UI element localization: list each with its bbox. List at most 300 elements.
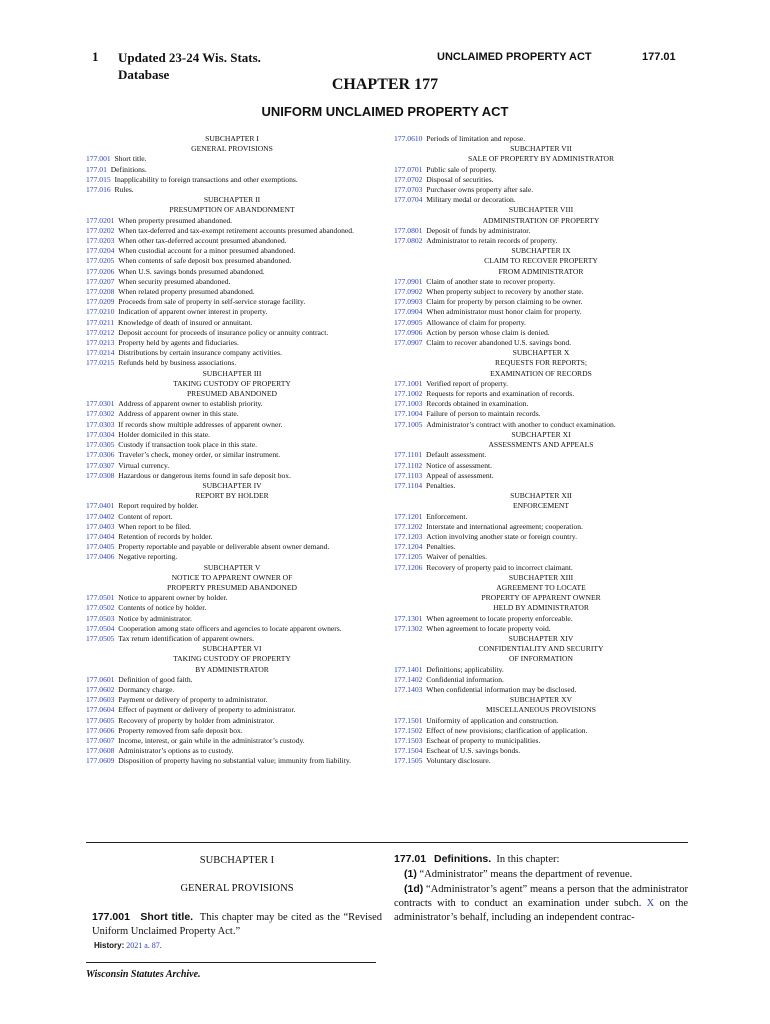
toc-entry[interactable]	[394, 716, 688, 726]
toc-subchapter-heading: SUBCHAPTER IX	[511, 246, 571, 256]
toc-entry[interactable]	[394, 552, 688, 562]
toc-section-link[interactable]: 177.1103	[394, 470, 423, 480]
toc-section-title: Tax return identification of apparent owners.	[118, 633, 254, 643]
toc-section-link[interactable]: 177.0215	[86, 358, 115, 368]
toc-section-link[interactable]: 177.0302	[86, 409, 115, 419]
toc-entry[interactable]	[394, 512, 688, 522]
toc-section-link[interactable]: 177.0403	[86, 521, 115, 531]
toc-entry[interactable]	[86, 461, 378, 471]
toc-section-title: Action involving another state or foreign country.	[426, 531, 577, 541]
toc-entry[interactable]	[86, 685, 378, 695]
toc-section-title: Public sale of property.	[426, 164, 497, 174]
toc-section-title: Indication of apparent owner interest in property.	[118, 307, 268, 317]
toc-section-link[interactable]: 177.0208	[86, 287, 115, 297]
toc-section-link[interactable]: 177.0306	[86, 450, 115, 460]
toc-entry[interactable]	[86, 267, 378, 277]
toc-section-title: Definition of good faith.	[118, 674, 193, 684]
toc-entry[interactable]	[86, 471, 378, 481]
toc-section-link[interactable]: 177.0305	[86, 440, 115, 450]
toc-entry[interactable]	[86, 185, 378, 195]
toc-section-link[interactable]: 177.0903	[394, 297, 423, 307]
toc-section-title: When tax-deferred and tax-exempt retirement accounts presumed abandoned.	[118, 225, 355, 235]
toc-subchapter-heading: OF INFORMATION	[509, 654, 573, 664]
toc-subchapter-heading: SUBCHAPTER X	[512, 348, 570, 358]
toc-section-link[interactable]: 177.0213	[86, 338, 115, 348]
toc-section-title: Effect of payment or delivery of property to administrator.	[118, 705, 296, 715]
toc-entry[interactable]	[394, 624, 688, 634]
subchapter-link[interactable]: X	[646, 898, 655, 909]
toc-section-link[interactable]: 177.0308	[86, 470, 115, 480]
toc-subchapter-heading: BY ADMINISTRATOR	[195, 664, 269, 674]
toc-section-title: Purchaser owns property after sale.	[426, 185, 534, 195]
toc-section-link[interactable]: 177.1101	[394, 450, 423, 460]
toc-section-title: Property reportable and payable or deliverable absent owner demand.	[118, 542, 330, 552]
toc-section-title: Failure of person to maintain records.	[426, 409, 541, 419]
toc-subchapter-heading: CONFIDENTIALITY AND SECURITY	[478, 644, 604, 654]
toc-section-link[interactable]: 177.1301	[394, 613, 423, 623]
toc-section-link[interactable]: 177.0701	[394, 164, 423, 174]
toc-entry[interactable]	[86, 501, 378, 511]
toc-section-link[interactable]: 177.1504	[394, 746, 423, 756]
toc-subchapter-heading: SUBCHAPTER VI	[202, 644, 262, 654]
toc-entry[interactable]	[86, 726, 378, 736]
toc-entry[interactable]	[394, 461, 688, 471]
toc-section-link[interactable]: 177.1403	[394, 684, 423, 694]
toc-entry[interactable]	[86, 603, 378, 613]
toc-section-title: Retention of records by holder.	[118, 531, 213, 541]
toc-section-title: Contents of notice by holder.	[118, 603, 207, 613]
toc-section-title: Short title.	[114, 154, 147, 164]
toc-section-title: Claim of another state to recover property.	[426, 276, 556, 286]
toc-entry[interactable]	[394, 685, 688, 695]
section-177-001	[92, 910, 382, 939]
toc-entry[interactable]	[86, 552, 378, 562]
toc-section-link[interactable]: 177.0504	[86, 623, 115, 633]
toc-entry[interactable]	[86, 522, 378, 532]
toc-subchapter-heading: SUBCHAPTER I	[205, 134, 259, 143]
toc-section-title: Uniformity of application and construction.	[426, 715, 559, 725]
toc-section-title: Action by person whose claim is denied.	[426, 327, 550, 337]
toc-section-link[interactable]: 177.0406	[86, 552, 115, 562]
toc-entry[interactable]	[86, 348, 378, 358]
toc-section-link[interactable]: 177.015	[86, 174, 111, 184]
toc-section-title: Confidential information.	[426, 674, 504, 684]
toc-entry[interactable]	[86, 399, 378, 409]
toc-subchapter-heading: SUBCHAPTER VIII	[508, 205, 574, 215]
toc-section-title: Rules.	[114, 185, 134, 195]
toc-entry[interactable]	[86, 328, 378, 338]
toc-section-title: When property presumed abandoned.	[118, 215, 233, 225]
toc-section-title: Dormancy charge.	[118, 684, 175, 694]
toc-entry[interactable]	[394, 277, 688, 287]
body-right-column	[394, 852, 688, 925]
toc-entry[interactable]	[86, 277, 378, 287]
toc-section-title: Penalties.	[426, 542, 456, 552]
toc-entry[interactable]	[86, 165, 378, 175]
toc-section-link[interactable]: 177.0906	[394, 327, 423, 337]
toc-section-link[interactable]: 177.1505	[394, 756, 423, 766]
toc-section-title: If records show multiple addresses of apparent owner.	[118, 419, 283, 429]
toc-entry[interactable]	[86, 175, 378, 185]
toc-section-link[interactable]: 177.0907	[394, 338, 423, 348]
toc-section-link[interactable]: 177.0214	[86, 348, 115, 358]
toc-entry[interactable]	[394, 338, 688, 348]
toc-section-title: Definitions; applicability.	[426, 664, 504, 674]
toc-section-link[interactable]: 177.0301	[86, 399, 115, 409]
toc-entry[interactable]	[86, 512, 378, 522]
toc-section-title: Property held by agents and fiduciaries.	[118, 338, 239, 348]
toc-section-title: Claim to recover abandoned U.S. savings bond.	[426, 338, 572, 348]
toc-section-title: Negative reporting.	[118, 552, 178, 562]
toc-section-link[interactable]: 177.0704	[394, 195, 423, 205]
toc-section-link[interactable]: 177.1302	[394, 623, 423, 633]
toc-section-title: Refunds held by business associations.	[118, 358, 237, 368]
toc-entry[interactable]	[394, 389, 688, 399]
toc-entry[interactable]	[86, 256, 378, 266]
toc-subchapter-heading: EXAMINATION OF RECORDS	[490, 368, 592, 378]
toc-entry[interactable]	[86, 705, 378, 715]
database-line-1: Updated 23-24 Wis. Stats.	[118, 50, 261, 65]
toc-subchapter-heading: TAKING CUSTODY OF PROPERTY	[173, 654, 291, 664]
toc-subchapter-heading: SUBCHAPTER XIV	[508, 633, 574, 643]
chapter-title: UNIFORM UNCLAIMED PROPERTY ACT	[261, 104, 509, 119]
toc-section-title: When related property presumed abandoned.	[118, 287, 255, 297]
toc-section-link[interactable]: 177.0904	[394, 307, 423, 317]
toc-section-title: Inapplicability to foreign transactions and other exemptions.	[114, 174, 298, 184]
toc-section-title: Disposal of securities.	[426, 174, 494, 184]
toc-section-link[interactable]: 177.0905	[394, 317, 423, 327]
toc-entry[interactable]	[394, 379, 688, 389]
toc-section-link[interactable]: 177.0505	[86, 633, 115, 643]
toc-subchapter-heading: SUBCHAPTER XIII	[508, 572, 574, 582]
toc-section-link[interactable]: 177.1402	[394, 674, 423, 684]
toc-section-link[interactable]: 177.0401	[86, 501, 115, 511]
history-end: .	[159, 941, 162, 950]
toc-entry[interactable]	[394, 532, 688, 542]
toc-section-link[interactable]: 177.0404	[86, 531, 115, 541]
toc-entry[interactable]	[86, 409, 378, 419]
toc-section-title: Disposition of property having no substantial value; immunity from liability.	[118, 756, 352, 766]
toc-entry[interactable]	[86, 338, 378, 348]
toc-entry[interactable]	[394, 481, 688, 491]
toc-section-link[interactable]: 177.0703	[394, 185, 423, 195]
toc-section-title: When security presumed abandoned.	[118, 276, 231, 286]
toc-entry[interactable]	[394, 195, 688, 205]
toc-entry[interactable]	[394, 236, 688, 246]
toc-section-link[interactable]: 177.001	[86, 154, 111, 164]
toc-section-title: Property removed from safe deposit box.	[118, 725, 243, 735]
toc-section-link[interactable]: 177.1203	[394, 531, 423, 541]
toc-section-link[interactable]: 177.0606	[86, 725, 115, 735]
toc-section-title: Claim for property by person claiming to be owner.	[426, 297, 583, 307]
toc-section-link[interactable]: 177.0607	[86, 735, 115, 745]
toc-section-link[interactable]: 177.1503	[394, 735, 423, 745]
toc-entry[interactable]	[394, 134, 688, 144]
subchapter-title: GENERAL PROVISIONS	[180, 883, 294, 894]
toc-subchapter-heading: CLAIM TO RECOVER PROPERTY	[484, 256, 598, 266]
toc-entry[interactable]	[394, 450, 688, 460]
toc-entry[interactable]	[394, 614, 688, 624]
toc-section-title: Interstate and international agreement; cooperation.	[426, 521, 583, 531]
toc-section-link[interactable]: 177.0209	[86, 297, 115, 307]
toc-section-link[interactable]: 177.0602	[86, 684, 115, 694]
toc-entry[interactable]	[86, 450, 378, 460]
toc-section-link[interactable]: 177.0204	[86, 246, 115, 256]
toc-section-title: When U.S. savings bonds presumed abandoned.	[118, 266, 265, 276]
toc-section-title: Proceeds from sale of property in self-service storage facility.	[118, 297, 306, 307]
toc-section-title: When agreement to locate property void.	[426, 623, 551, 633]
toc-section-link[interactable]: 177.0502	[86, 603, 115, 613]
toc-section-title: Payment or delivery of property to administrator.	[118, 695, 268, 705]
toc-section-link[interactable]: 177.1005	[394, 419, 423, 429]
toc-section-title: Military medal or decoration.	[426, 195, 516, 205]
toc-section-title: Knowledge of death of insured or annuitant.	[118, 317, 253, 327]
toc-section-link[interactable]: 177.016	[86, 185, 111, 195]
toc-subchapter-heading: REPORT BY HOLDER	[195, 491, 269, 501]
toc-section-link[interactable]: 177.0802	[394, 236, 423, 246]
toc-entry[interactable]	[86, 287, 378, 297]
toc-section-title: Notice to apparent owner by holder.	[118, 593, 228, 603]
toc-entry[interactable]	[394, 746, 688, 756]
running-head-act: UNCLAIMED PROPERTY ACT	[437, 51, 592, 63]
toc-section-link[interactable]: 177.1102	[394, 460, 423, 470]
toc-section-link[interactable]: 177.0203	[86, 236, 115, 246]
toc-section-link[interactable]: 177.1001	[394, 378, 423, 388]
page-number: 1	[92, 49, 99, 64]
section-divider	[86, 842, 688, 843]
toc-entry[interactable]	[86, 634, 378, 644]
toc-entry[interactable]	[394, 675, 688, 685]
toc-section-title: When other tax-deferred account presumed abandoned.	[118, 236, 287, 246]
toc-section-title: Notice by administrator.	[118, 613, 192, 623]
toc-section-link[interactable]: 177.0603	[86, 695, 115, 705]
toc-subchapter-heading: ENFORCEMENT	[512, 501, 570, 511]
toc-section-link[interactable]: 177.0202	[86, 225, 115, 235]
toc-section-link[interactable]: 177.0609	[86, 756, 115, 766]
toc-section-title: Recovery of property paid to incorrect claimant.	[426, 562, 573, 572]
toc-entry[interactable]	[394, 328, 688, 338]
toc-section-title: Allowance of claim for property.	[426, 317, 526, 327]
toc-entry[interactable]	[86, 624, 378, 634]
toc-section-link[interactable]: 177.0801	[394, 225, 423, 235]
toc-section-link[interactable]: 177.0307	[86, 460, 115, 470]
toc-section-link[interactable]: 177.01	[86, 164, 107, 174]
toc-subchapter-heading: SUBCHAPTER II	[203, 195, 261, 205]
definition-1	[394, 867, 688, 882]
toc-entry[interactable]	[86, 532, 378, 542]
toc-entry[interactable]	[86, 236, 378, 246]
toc-section-title: When report to be filed.	[118, 521, 192, 531]
toc-entry[interactable]	[394, 471, 688, 481]
footer-archive-label: Wisconsin Statutes Archive.	[86, 962, 376, 980]
toc-entry[interactable]	[86, 716, 378, 726]
toc-subchapter-heading: PRESUMPTION OF ABANDONMENT	[169, 205, 295, 215]
toc-entry[interactable]	[394, 399, 688, 409]
toc-section-link[interactable]: 177.0610	[394, 134, 423, 143]
toc-entry[interactable]	[394, 726, 688, 736]
toc-section-link[interactable]: 177.0212	[86, 327, 115, 337]
toc-entry[interactable]	[394, 318, 688, 328]
toc-entry[interactable]	[394, 542, 688, 552]
toc-section-link[interactable]: 177.1002	[394, 389, 423, 399]
toc-entry[interactable]	[86, 318, 378, 328]
toc-section-link[interactable]: 177.0211	[86, 317, 115, 327]
toc-section-title: Deposit of funds by administrator.	[426, 225, 531, 235]
toc-entry[interactable]	[86, 440, 378, 450]
toc-subchapter-heading: PROPERTY PRESUMED ABANDONED	[166, 582, 298, 592]
toc-section-title: Holder domiciled in this state.	[118, 429, 211, 439]
toc-section-title: When contents of safe deposit box presumed abandoned.	[118, 256, 292, 266]
toc-section-title: Content of report.	[118, 511, 173, 521]
toc-section-link[interactable]: 177.1502	[394, 725, 423, 735]
toc-subchapter-heading: HELD BY ADMINISTRATOR	[493, 603, 589, 613]
toc-section-title: Appeal of assessment.	[426, 470, 494, 480]
toc-section-title: When agreement to locate property enforceable.	[426, 613, 573, 623]
toc-section-title: Distributions by certain insurance company activities.	[118, 348, 282, 358]
toc-section-title: Escheat of property to municipalities.	[426, 735, 541, 745]
toc-entry[interactable]	[394, 175, 688, 185]
toc-section-title: Penalties.	[426, 480, 456, 490]
toc-section-link[interactable]: 177.0206	[86, 266, 115, 276]
toc-section-title: Effect of new provisions; clarification of application.	[426, 725, 588, 735]
toc-entry[interactable]	[86, 216, 378, 226]
toc-section-link[interactable]: 177.0405	[86, 542, 115, 552]
toc-section-link[interactable]: 177.0205	[86, 256, 115, 266]
toc-entry[interactable]	[86, 297, 378, 307]
toc-entry[interactable]	[86, 420, 378, 430]
history-link[interactable]: 2021 a. 87	[126, 941, 160, 950]
toc-section-link[interactable]: 177.0902	[394, 287, 423, 297]
toc-section-title: Custody if transaction took place in this state.	[118, 440, 258, 450]
chapter-heading: CHAPTER 177	[331, 76, 439, 93]
toc-subchapter-heading: NOTICE TO APPARENT OWNER OF	[171, 572, 293, 582]
toc-section-title: Traveler’s check, money order, or similar instrument.	[118, 450, 281, 460]
definition-text: “Administrator” means the department of revenue.	[419, 869, 633, 880]
toc-section-link[interactable]: 177.1501	[394, 715, 423, 725]
toc-entry[interactable]	[86, 307, 378, 317]
toc-section-title: Voluntary disclosure.	[426, 756, 491, 766]
toc-entry[interactable]	[86, 154, 378, 164]
toc-section-title: Periods of limitation and repose.	[426, 134, 526, 143]
toc-section-link[interactable]: 177.0304	[86, 429, 115, 439]
toc-section-title: Report required by holder.	[118, 501, 199, 511]
toc-section-link[interactable]: 177.0201	[86, 215, 115, 225]
toc-section-link[interactable]: 177.0210	[86, 307, 115, 317]
toc-section-title: Notice of assessment.	[426, 460, 493, 470]
toc-entry[interactable]	[394, 226, 688, 236]
toc-section-link[interactable]: 177.0901	[394, 276, 423, 286]
toc-section-title: Verified report of property.	[426, 378, 509, 388]
toc-entry[interactable]	[394, 409, 688, 419]
toc-section-link[interactable]: 177.1004	[394, 409, 423, 419]
section-text: This chapter may be cited as the “Revised Uniform Unclaimed Property Act.”	[92, 912, 382, 937]
toc-entry[interactable]	[394, 307, 688, 317]
section-number: 177.001	[92, 911, 130, 923]
toc-section-link[interactable]: 177.1202	[394, 521, 423, 531]
toc-section-title: When confidential information may be disclosed.	[426, 684, 577, 694]
toc-section-link[interactable]: 177.0605	[86, 715, 115, 725]
toc-entry[interactable]	[86, 675, 378, 685]
toc-subchapter-heading: REQUESTS FOR REPORTS;	[495, 358, 587, 368]
toc-section-link[interactable]: 177.0303	[86, 419, 115, 429]
section-title: Short title.	[140, 911, 194, 923]
toc-entry[interactable]	[394, 185, 688, 195]
toc-entry[interactable]	[86, 593, 378, 603]
toc-subchapter-heading: ADMINISTRATION OF PROPERTY	[482, 215, 600, 225]
toc-subchapter-heading: SALE OF PROPERTY BY ADMINISTRATOR	[467, 154, 615, 164]
subchapter-heading: SUBCHAPTER I	[199, 855, 275, 866]
toc-entry[interactable]	[86, 695, 378, 705]
toc-section-link[interactable]: 177.1104	[394, 480, 423, 490]
toc-section-title: When administrator must honor claim for property.	[426, 307, 582, 317]
toc-left-column	[86, 134, 378, 767]
toc-entry[interactable]	[394, 736, 688, 746]
toc-section-link[interactable]: 177.0601	[86, 674, 115, 684]
toc-entry[interactable]	[394, 563, 688, 573]
toc-subchapter-heading: FROM ADMINISTRATOR	[498, 266, 584, 276]
toc-subchapter-heading: SUBCHAPTER XI	[511, 429, 571, 439]
toc-subchapter-heading: PRESUMED ABANDONED	[186, 389, 278, 399]
toc-section-link[interactable]: 177.0702	[394, 174, 423, 184]
toc-entry[interactable]	[86, 226, 378, 236]
toc-section-title: Escheat of U.S. savings bonds.	[426, 746, 521, 756]
toc-entry[interactable]	[86, 614, 378, 624]
section-number: 177.01	[394, 853, 427, 865]
toc-entry[interactable]	[394, 665, 688, 675]
toc-subchapter-heading: AGREEMENT TO LOCATE	[496, 582, 586, 592]
toc-section-link[interactable]: 177.0207	[86, 276, 115, 286]
toc-section-link[interactable]: 177.1401	[394, 664, 423, 674]
toc-section-title: Income, interest, or gain while in the administrator’s custody.	[118, 735, 305, 745]
subsection-number: (1)	[404, 868, 417, 880]
toc-subchapter-heading: ASSESSMENTS AND APPEALS	[488, 440, 594, 450]
toc-section-link[interactable]: 177.0501	[86, 593, 115, 603]
toc-section-link[interactable]: 177.1003	[394, 399, 423, 409]
toc-subchapter-heading: SUBCHAPTER XII	[510, 491, 572, 501]
toc-entry[interactable]	[86, 358, 378, 368]
toc-section-title: When custodial account for a minor presumed abandoned.	[118, 246, 296, 256]
toc-section-link[interactable]: 177.1204	[394, 542, 423, 552]
toc-section-title: Definitions.	[110, 164, 147, 174]
toc-section-link[interactable]: 177.0402	[86, 511, 115, 521]
toc-subchapter-heading: SUBCHAPTER XV	[509, 695, 573, 705]
toc-entry[interactable]	[394, 522, 688, 532]
toc-section-link[interactable]: 177.0608	[86, 746, 115, 756]
toc-entry[interactable]	[394, 287, 688, 297]
toc-entry[interactable]	[86, 542, 378, 552]
toc-entry[interactable]	[86, 246, 378, 256]
toc-entry[interactable]	[394, 165, 688, 175]
toc-entry[interactable]	[86, 756, 378, 766]
toc-section-title: Enforcement.	[426, 511, 468, 521]
toc-section-title: Deposit account for proceeds of insurance policy or annuity contract.	[118, 327, 329, 337]
toc-section-title: When property subject to recovery by another state.	[426, 287, 584, 297]
toc-section-link[interactable]: 177.1201	[394, 511, 423, 521]
toc-entry[interactable]	[86, 746, 378, 756]
toc-subchapter-heading: SUBCHAPTER IV	[202, 480, 262, 490]
toc-section-link[interactable]: 177.1205	[394, 552, 423, 562]
toc-section-link[interactable]: 177.1206	[394, 562, 423, 572]
toc-entry[interactable]	[86, 736, 378, 746]
toc-section-link[interactable]: 177.0503	[86, 613, 115, 623]
toc-section-link[interactable]: 177.0604	[86, 705, 115, 715]
toc-entry[interactable]	[86, 430, 378, 440]
toc-entry[interactable]	[394, 297, 688, 307]
section-intro: In this chapter:	[496, 854, 560, 865]
toc-entry[interactable]	[394, 756, 688, 766]
toc-entry[interactable]	[394, 420, 688, 430]
toc-subchapter-heading: GENERAL PROVISIONS	[191, 144, 273, 154]
